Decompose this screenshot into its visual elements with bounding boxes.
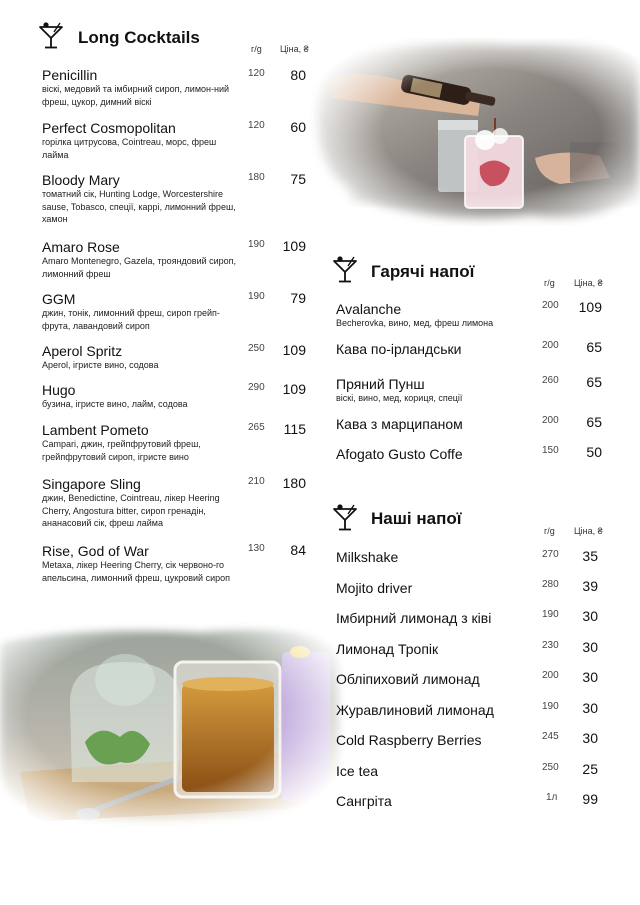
cocktail-glass-icon — [332, 504, 358, 537]
item-weight: 200 — [542, 670, 559, 681]
item-name: Кава по-ірландськи — [336, 341, 462, 357]
item-weight: 130 — [248, 543, 265, 554]
item-weight: 1л — [546, 792, 558, 803]
section-title-hot-drinks: Гарячі напої — [371, 262, 475, 281]
item-name: Ice tea — [336, 763, 379, 779]
item-description: горілка цитрусова, Cointreau, морс, фреш лайма — [42, 137, 217, 160]
menu-item — [336, 341, 536, 357]
item-weight: 210 — [248, 476, 265, 487]
item-price: 84 — [290, 542, 306, 558]
item-weight: 190 — [248, 291, 265, 302]
menu-item — [42, 422, 242, 463]
item-price: 109 — [578, 299, 602, 315]
column-price-header: Ціна, ₴ — [574, 278, 603, 288]
item-weight: 280 — [542, 579, 559, 590]
column-weight-header: г/g — [544, 278, 555, 288]
item-name: Amaro Rose — [42, 239, 120, 255]
item-weight: 265 — [248, 422, 265, 433]
item-name: Cold Raspberry Berries — [336, 732, 482, 748]
item-name: Mojito driver — [336, 580, 413, 596]
bartender-pouring-photo — [310, 38, 640, 226]
item-price: 115 — [283, 421, 306, 437]
item-price: 80 — [290, 67, 306, 83]
column-weight-header: г/g — [251, 44, 262, 54]
item-name: Журавлиновий лимонад — [336, 702, 494, 718]
item-price: 109 — [282, 238, 306, 254]
item-description: бузина, ігристе вино, лайм, содова — [42, 399, 188, 409]
item-weight: 180 — [248, 172, 265, 183]
menu-item — [42, 291, 242, 332]
item-name: Penicillin — [42, 67, 98, 83]
item-description: джин, тонік, лимонний фреш, сироп грейп-фрута, лавандовий сироп — [42, 308, 220, 331]
item-name: Singapore Sling — [42, 476, 141, 492]
item-description: джин, Benedictine, Cointreau, лікер Heering Cherry, Angostura bitter, сироп гренадін, ананасовий сік, фреш лайма — [42, 493, 220, 528]
item-description: томатний сік, Hunting Lodge, Worcestershire sause, Tobasco, спеції, каррі, лимонний фреш, хамон — [42, 189, 236, 224]
item-price: 75 — [290, 171, 306, 187]
item-weight: 200 — [542, 415, 559, 426]
item-weight: 245 — [542, 731, 559, 742]
item-price: 25 — [582, 761, 598, 777]
item-name: Aperol Spritz — [42, 343, 123, 359]
item-price: 30 — [582, 639, 598, 655]
item-weight: 250 — [542, 762, 559, 773]
item-price: 109 — [282, 342, 306, 358]
item-price: 109 — [282, 381, 306, 397]
item-name: Lambent Pometo — [42, 422, 149, 438]
item-name: Кава з марципаном — [336, 416, 463, 432]
cocktail-glass-icon — [38, 22, 64, 55]
item-name: Milkshake — [336, 549, 399, 565]
item-price: 60 — [290, 119, 306, 135]
item-price: 50 — [586, 444, 602, 460]
item-description: Aperol, ігристе вино, содова — [42, 360, 159, 370]
item-weight: 190 — [248, 239, 265, 250]
menu-item — [42, 476, 242, 530]
menu-item — [336, 416, 536, 432]
item-name: Обліпиховий лимонад — [336, 671, 480, 687]
item-weight: 270 — [542, 549, 559, 560]
item-description: віскі, медовий та імбирний сироп, лимон-ний фреш, цукор, димний віскі — [42, 84, 230, 107]
menu-item — [42, 343, 242, 372]
item-name: Лимонад Тропік — [336, 641, 439, 657]
item-name: Afogato Gusto Coffe — [336, 446, 463, 462]
item-name: Bloody Mary — [42, 172, 120, 188]
item-name: Сангріта — [336, 793, 392, 809]
menu-item — [42, 67, 242, 108]
item-price: 65 — [586, 374, 602, 390]
cocktail-glass-icon — [332, 256, 358, 289]
item-weight: 290 — [248, 382, 265, 393]
column-price-header: Ціна, ₴ — [574, 526, 603, 536]
item-weight: 190 — [542, 701, 559, 712]
tea-and-lemonade-photo — [0, 622, 345, 827]
menu-item — [42, 382, 242, 411]
item-name: GGM — [42, 291, 76, 307]
item-weight: 250 — [248, 343, 265, 354]
section-title-long-cocktails: Long Cocktails — [78, 28, 200, 47]
item-name: Perfect Cosmopolitan — [42, 120, 176, 136]
column-weight-header: г/g — [544, 526, 555, 536]
item-weight: 190 — [542, 609, 559, 620]
item-weight: 120 — [248, 68, 265, 79]
item-weight: 200 — [542, 340, 559, 351]
item-name: Hugo — [42, 382, 76, 398]
item-price: 30 — [582, 730, 598, 746]
item-price: 79 — [290, 290, 306, 306]
item-price: 35 — [582, 548, 598, 564]
item-price: 65 — [586, 339, 602, 355]
item-price: 180 — [282, 475, 306, 491]
menu-item — [42, 543, 242, 584]
item-name: Avalanche — [336, 301, 402, 317]
item-description: Amaro Montenegro, Gazela, трояндовий сироп, лимонний фреш — [42, 256, 237, 279]
menu-item — [336, 376, 536, 405]
item-price: 99 — [582, 791, 598, 807]
item-price: 30 — [582, 700, 598, 716]
item-weight: 230 — [542, 640, 559, 651]
item-description: Metaxa, лікер Heering Cherry, сік червоно-го апельсина, лимонний фреш, цукровий сироп — [42, 560, 230, 583]
menu-item — [42, 120, 242, 161]
item-description: віскі, вино, мед, кориця, спеції — [336, 393, 463, 403]
section-title-our-drinks: Наші напої — [371, 509, 462, 528]
item-weight: 120 — [248, 120, 265, 131]
item-description: Campari, джин, грейпфрутовий фреш, грейпфрутовий сироп, ігристе вино — [42, 439, 201, 462]
item-name: Пряний Пунш — [336, 376, 425, 392]
item-price: 30 — [582, 669, 598, 685]
column-price-header: Ціна, ₴ — [280, 44, 309, 54]
item-name: Rise, God of War — [42, 543, 149, 559]
item-name: Імбирний лимонад з ківі — [336, 610, 492, 626]
menu-item — [336, 446, 536, 462]
menu-item — [42, 239, 242, 280]
menu-item — [42, 172, 242, 226]
item-weight: 200 — [542, 300, 559, 311]
menu-item — [336, 301, 536, 330]
item-weight: 150 — [542, 445, 559, 456]
item-price: 65 — [586, 414, 602, 430]
item-description: Becherovka, вино, мед, фреш лимона — [336, 318, 494, 328]
item-price: 39 — [582, 578, 598, 594]
item-weight: 260 — [542, 375, 559, 386]
item-price: 30 — [582, 608, 598, 624]
